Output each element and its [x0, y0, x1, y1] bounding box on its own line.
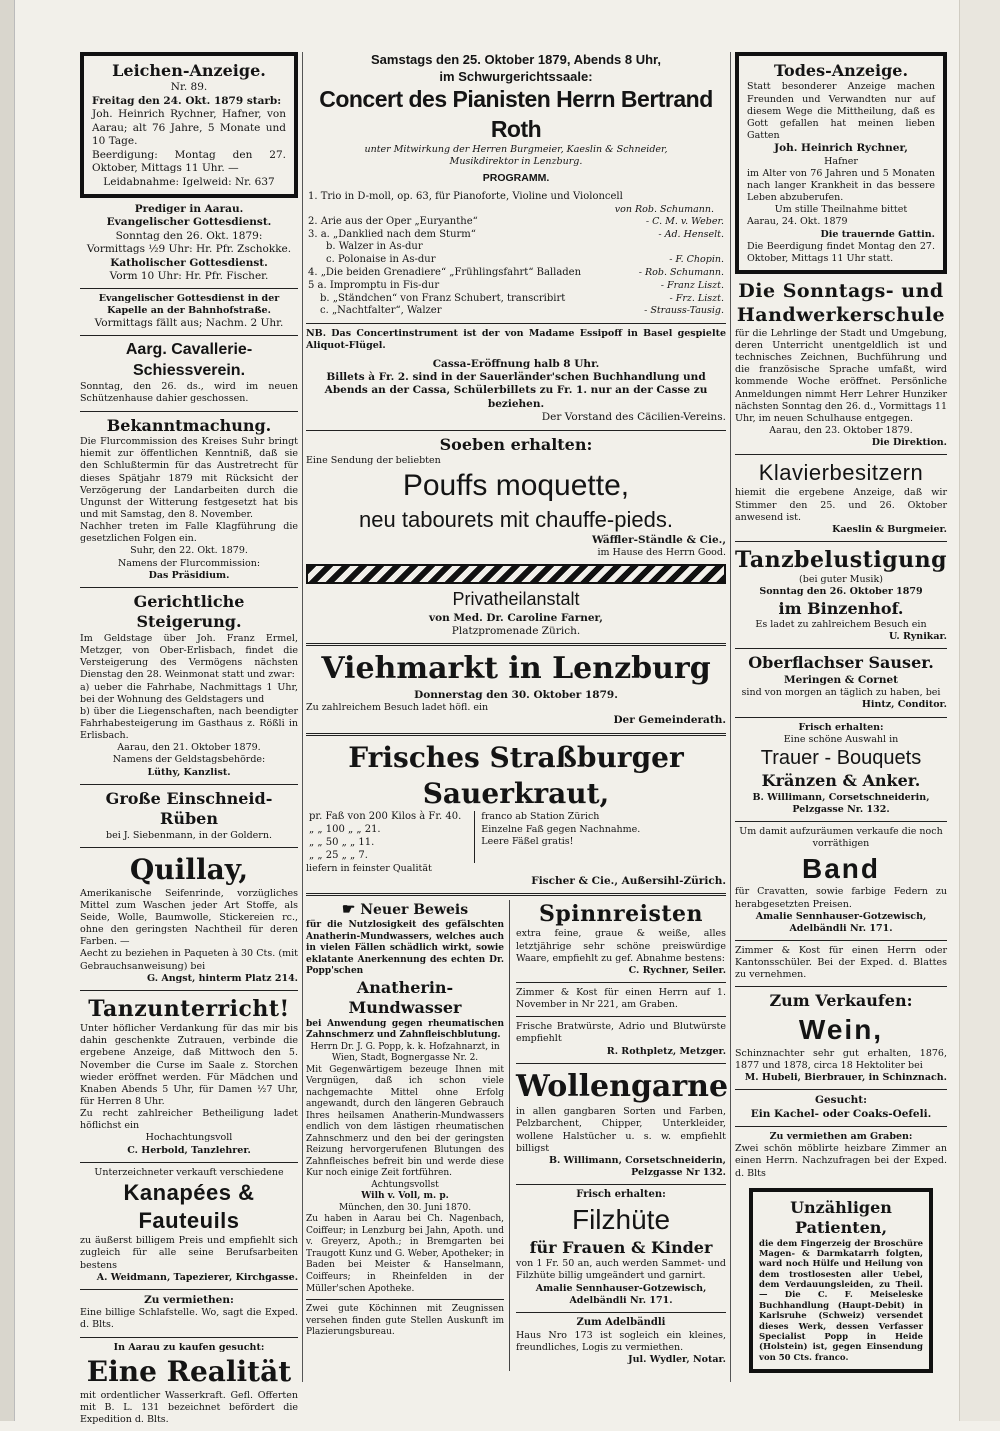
ad-text: sind von morgen an täglich zu haben, bei: [741, 687, 941, 699]
ad-text: mit ordentlicher Wasserkraft. Gefl. Offerten mit B. L. 131 bezeichnet befördert die Expedition d. Blts.: [80, 1389, 298, 1425]
ad-signature: Wilh v. Voll, m. p.: [361, 1191, 449, 1202]
gesucht-ad: [735, 1094, 947, 1121]
ad-title: Trauer - Bouquets: [760, 746, 922, 769]
ad-text: Im Geldstage über Joh. Franz Ermel, Metzger, von Ober-Erlisbach, findet die Versteigerung des Vermögens nächsten Dienstag den 28. Weinmonat statt und zwar:: [80, 632, 298, 681]
wein-ad: [735, 991, 947, 1084]
ad-title: Bekanntmachung.: [106, 415, 272, 435]
bekanntmachung-ad: [80, 416, 298, 582]
ad-subtitle: Evangelischer Gottesdienst.: [106, 216, 272, 229]
ad-headline: Wein,: [798, 1013, 884, 1045]
ad-text: Namens der Geldstagsbehörde:: [112, 754, 266, 766]
ad-text: Aecht zu beziehen in Paqueten à 30 Cts. (mit Gebrauchsanweisung) bei: [80, 948, 298, 972]
ad-title: Kanapées & Fauteuils: [123, 1179, 255, 1234]
filzhuete-ad: [516, 1189, 726, 1307]
ad-text: Evangelischer Gottesdienst in der Kapelle an der Bahnhofstraße.: [98, 292, 280, 316]
ad-text: Nachher treten im Falle Klagführung die gesetzlichen Folgen ein.: [80, 521, 298, 545]
ad-text: Eine billige Schlafstelle. Wo, sagt die Exped. d. Blts.: [80, 1307, 298, 1331]
page-margin: [959, 0, 1000, 1421]
program-item: 3. a. „Danklied nach dem Sturm“ - Ad. Henselt.: [308, 228, 724, 240]
zimmer-ad: Zimmer & Kost für einen Herrn oder Kantonsschüler. Bei der Exped. d. Blattes zu vernehmen.: [735, 944, 947, 981]
vermieten-ad: [80, 1294, 298, 1332]
ad-text: Zu zahlreichem Besuch ladet höfl. ein: [306, 702, 489, 714]
todes-anzeige: [735, 52, 947, 274]
poufs-ad: [306, 435, 726, 560]
ad-signature: C. Rychner, Seiler.: [628, 964, 726, 976]
ad-text: von 1 Fr. 50 an, auch werden Sammet- und Filzhüte billig umgeändert und garnirt.: [516, 1258, 726, 1282]
mid-lower-split: [306, 900, 729, 1371]
ad-text: b) über die Liegenschaften, nach beendigter Fahrhabesteigerung im Gasthaus z. Rößli in Erlisbach.: [80, 705, 298, 742]
left-column: [80, 52, 298, 1431]
ad-text: Namens der Flurcommission:: [117, 557, 261, 569]
ad-text: Vorm 10 Uhr: Hr. Pfr. Fischer.: [109, 270, 269, 283]
ad-text: Achtungsvollst: [371, 1179, 439, 1190]
bratwurst-ad: [516, 1021, 726, 1057]
ad-text: Haus Nro 173 ist sogleich ein kleines, freundliches, Logis zu vermiethen.: [516, 1329, 726, 1353]
ad-signature: A. Weidmann, Tapezierer, Kirchgasse.: [96, 1271, 298, 1283]
ad-text: Platzpromenade Zürich.: [451, 624, 581, 637]
ad-title: Unzähligen: [790, 1197, 892, 1217]
ad-text: liefern in feinster Qualität: [306, 862, 432, 874]
ad-title: Privatheilanstalt: [452, 589, 580, 610]
ad-title: Band: [802, 852, 880, 884]
ad-signature: Lüthy, Kanzlist.: [147, 766, 231, 778]
mid-right-ads: [516, 900, 729, 1371]
ad-signature: Die Direktion.: [871, 437, 947, 449]
ad-text: Sonntag den 26. Oktober 1879: [759, 586, 923, 598]
patienten-ad: [749, 1188, 933, 1373]
ad-headline: Kränzen & Anker.: [761, 771, 921, 791]
ad-title: Frisches Straßburger Sauerkraut,: [348, 740, 684, 810]
ad-title: Aarg. Cavallerie-Schiessverein.: [125, 341, 253, 379]
ad-title: Todes-Anzeige.: [773, 61, 909, 80]
ad-title: Wollengarne: [516, 1068, 729, 1104]
ad-headline: Meringen & Cornet: [784, 673, 898, 686]
sauerkraut-prices: [306, 811, 726, 862]
realitaet-ad: [80, 1342, 298, 1426]
ad-text: Unter höflicher Verdankung für das mir bis dahin geschenkte Zutrauen, verbinde die ergebene Anzeige, daß Mittwoch den 5. November die Curse im Saale z. Storchen wieder eröffnet werden. Für Mädchen und Knaben Abends 5 Uhr, für Damen ½7 Uhr, für Herren 8 Uhr.: [80, 1023, 298, 1108]
tanzbelustigung-ad: [735, 546, 947, 643]
ad-title: Zum Adelbändli: [576, 1316, 666, 1328]
price-row: pr. Faß von 200 Kilos à Fr. 40.: [309, 811, 462, 823]
ad-text: Um stille Theilnahme bittet: [774, 204, 908, 216]
ad-text: Zu haben in Aarau bei Ch. Nagenbach, Coiffeur; in Lenzburg bei Jahn, Apoth. und v. Greyerz, Apoth.; in Bremgarten bei Traugott Kunz und G. Weber, Apotheker; in Baden bei Meister & Hanselmann, Coiffeurs; in Rheinfelden in der Müller'schen Apotheke.: [306, 1214, 504, 1294]
ad-headline: für Frauen & Kinder: [529, 1237, 713, 1257]
program-item: b. Walzer in As-dur: [326, 241, 423, 253]
ad-text: Eine schöne Auswahl in: [783, 733, 899, 745]
ad-text: Um damit aufzuräumen verkaufe die noch vorräthigen: [739, 826, 943, 850]
pointing-hand-icon: ☛: [341, 900, 356, 919]
ad-text: Ein Kachel- oder Coaks-Oefeli.: [750, 1107, 932, 1120]
trauer-ad: [735, 722, 947, 817]
program-item: 2. Arie aus der Oper „Euryanthe“ - C. M. v. Weber.: [308, 215, 724, 227]
ad-title: Viehmarkt in Lenzburg: [321, 651, 711, 687]
ad-text: Es ladet zu zahlreichem Besuch ein: [755, 619, 927, 630]
ad-title: Klavierbesitzern: [758, 460, 924, 486]
price-row: „ „ 100 „ „ 21.: [309, 824, 381, 836]
ad-signature: Wäffler-Ständle & Cie.,: [592, 533, 726, 546]
zimmer-ad: Zimmer & Kost für einen Herrn auf 1. November in Nr 221, am Graben.: [516, 987, 726, 1011]
ad-text: Hochachtungsvoll: [145, 1132, 233, 1144]
ad-text: Cassa-Eröffnung halb 8 Uhr.: [432, 357, 600, 370]
ad-signature: Die trauernde Gattin.: [820, 228, 935, 240]
ad-title: Filzhüte: [571, 1203, 671, 1235]
ad-signature: Amalie Sennhauser-Gotzewisch, Adelbändli Nr. 171.: [755, 910, 927, 934]
kanapees-ad: [80, 1167, 298, 1284]
ad-text: (bei guter Musik): [799, 574, 883, 586]
ad-title: Tanzunterricht!: [88, 995, 290, 1022]
ad-text: Unterzeichneter verkauft verschiedene: [94, 1166, 284, 1178]
ad-title: Leichen-Anzeige.: [112, 61, 266, 80]
program-item: von Rob. Schumann.: [614, 203, 714, 215]
ad-text: Zu recht zahlreicher Betheiligung ladet höflichst ein: [80, 1108, 298, 1132]
ad-signature: M. Hubeli, Bierbrauer, in Schinznach.: [744, 1072, 947, 1084]
ad-signature: Amalie Sennhauser-Gotzewisch, Adelbändli Nr. 171.: [535, 1282, 707, 1306]
steigerung-ad: [80, 592, 298, 779]
klavier-ad: [735, 459, 947, 536]
page-binding-edge: [0, 0, 15, 1421]
ad-text: Frisch erhalten:: [798, 721, 884, 733]
nb-note: NB. Das Concertinstrument ist der von Madame Essipoff in Basel gespielte Aliquot-Flügel.: [306, 328, 726, 352]
ad-text: Die Beerdigung findet Montag den 27. Oktober, Mittags 11 Uhr statt.: [747, 240, 935, 264]
ad-text: Suhr, den 22. Okt. 1879.: [130, 545, 248, 557]
ad-text: Freitag den 24. Okt. 1879 starb:: [92, 94, 282, 107]
concert-ad: [306, 52, 726, 186]
tanzunterricht-ad: [80, 995, 298, 1157]
ad-text: im Alter von 76 Jahren und 5 Monaten nach langer Krankheit in das bessere Leben abzuberufen.: [747, 167, 935, 204]
ad-text: Sonntag, den 26. ds., wird im neuen Schützenhause dahier geschossen.: [80, 381, 298, 405]
ad-title: Tanzbelustigung: [735, 547, 947, 574]
ad-text: für Cravatten, sowie farbige Federn zu herabgesetzten Preisen.: [735, 886, 947, 910]
ad-title: Gesucht:: [815, 1094, 867, 1107]
ad-text: Nr. 89.: [170, 81, 208, 94]
middle-column: [306, 52, 729, 1371]
ad-text: Einzelne Faß gegen Nachnahme.: [481, 823, 641, 835]
ad-signature: Fischer & Cie., Außersihl-Zürich.: [531, 874, 726, 887]
ad-text: franco ab Station Zürich: [481, 811, 600, 823]
ad-title: Eine Realität: [86, 1354, 292, 1388]
ad-text: In Aarau zu kaufen gesucht:: [113, 1341, 265, 1353]
programm-title: PROGRAMM.: [482, 172, 550, 185]
ad-text: Vormittags fällt aus; Nachm. 2 Uhr.: [94, 316, 284, 329]
ad-text: Eine Sendung der beliebten: [306, 455, 441, 467]
ad-title: Zu vermiethen am Graben:: [769, 1131, 913, 1143]
ad-text: Sonntag den 26. Okt. 1879:: [115, 229, 263, 242]
ad-signature: B. Willimann, Corsetschneiderin, Pelzgasse Nr. 132.: [752, 791, 930, 816]
ad-text: Samstags den 25. Oktober 1879, Abends 8 Uhr,: [371, 52, 661, 67]
ad-text: für die Nutzlosigkeit des gefälschten Anatherin-Mundwassers, welches auch in vielen Fällen schädlich wirkt, sowie eklatante Anerkennung des echten Dr. Popp'schen: [306, 920, 504, 977]
cavallerie-ad: [80, 340, 298, 405]
ad-text: Mit Gegenwärtigem bezeuge Ihnen mit Vergnügen, daß ich schon viele nachgemachte Mittel ohne Erfolg angewandt, durch den längeren Gebrauch Ihres heilsamen Anatherin-Mundwassers endlich von dem lästigen rheumatischen Zahnschmerz und den bei der geringsten Reizung hervorgerufenen Blutungen des Zahnfleisches befreit bin und werde diese Kur noch einige Zeit fortführen.: [306, 1064, 504, 1179]
band-ad: [735, 826, 947, 935]
ad-name: Joh. Heinrich Rychner,: [774, 142, 908, 155]
program-item: 4. „Die beiden Grenadiere“ „Frühlingsfahrt“ Balladen - Rob. Schumann.: [308, 267, 724, 279]
ad-text: Aarau, den 21. Oktober 1879.: [117, 742, 261, 754]
ad-signature: C. Herbold, Tanzlehrer.: [127, 1144, 251, 1156]
ad-text: in allen gangbaren Sorten und Farben, Pelzbarchent, Chipper, Unterkleider, wollene Halstücher u. s. w. empfiehlt billigst: [516, 1106, 726, 1154]
ad-signature: Hintz, Conditor.: [861, 699, 947, 711]
sauerkraut-ad: [306, 740, 726, 888]
vermieten-graben-ad: [735, 1131, 947, 1180]
ad-text: Frisch erhalten:: [576, 1189, 666, 1201]
ad-text: Amerikanische Seifenrinde, vorzügliches Mittel zum Waschen jeder Art Stoffe, als Seide, Wolle, Baumwolle, Stickereien rc., ohne den geringsten Nachtheil für deren Farben. —: [80, 887, 298, 948]
column-rule: [730, 52, 731, 1382]
ad-text: Schinznachter sehr gut erhalten, 1876, 1877 und 1878, circa 18 Hektoliter bei: [735, 1047, 947, 1071]
ad-text: zu äußerst billigem Preis und empfiehlt sich zugleich für alle seine Berufsarbeiten bestens: [80, 1235, 298, 1271]
ad-text: a) ueber die Fahrhabe, Nachmittags 1 Uhr, bei der Wohnung des Geldstagers und: [80, 681, 298, 705]
ad-subtitle: Katholischer Gottesdienst.: [110, 256, 268, 269]
price-row: „ „ 50 „ „ 11.: [309, 837, 375, 849]
program-item: c. Polonaise in As-dur - F. Chopin.: [326, 254, 724, 266]
ad-signature: Der Gemeinderath.: [613, 714, 726, 727]
ad-signature: Der Vorstand des Cäcilien-Vereins.: [541, 411, 726, 424]
program-item: b. „Ständchen“ von Franz Schubert, transcribirt - Frz. Liszt.: [320, 292, 724, 304]
rueben-ad: [80, 789, 298, 842]
ad-title: Zum Verkaufen:: [769, 991, 913, 1011]
ad-text: Frische Bratwürste, Adrio und Blutwürste empfiehlt: [516, 1021, 726, 1045]
ad-title: Soeben erhalten:: [439, 434, 593, 454]
ad-text: Statt besonderer Anzeige machen Freunden und Verwandten nur auf diesem Wege die Mittheilung, daß es Gott gefallen hat meinen lieben Gatten: [747, 81, 935, 142]
ad-text: für die Lehrlinge der Stadt und Umgebung, deren Unterricht unentgeldlich ist und technisches Zeichnen, Buchführung und die französische Sprache umfaßt, wird kommende Woche eröffnet. Persönliche Anmeldungen nimmt Herr Lehrer Hunziker nächsten Sonntag den 26. d., Vormittags 11 Uhr, im neuen Schulhause entgegen.: [735, 327, 947, 424]
ad-signature: R. Rothpletz, Metzger.: [606, 1045, 726, 1057]
ad-text: die dem Fingerzeig der Broschüre Magen- & Darmkatarrh folgten, ward noch Hülfe und Heilung von dem trostlosesten aller Uebel, dem Verdauungsleiden, zu Theil. — Die C. F. Meiseleske Buchhandlung (Haupt-Debit) in Karlsruhe (Schweiz) versendet dieses Werk, dessen Verfasser Specialist Popp in Heide (Holstein) ist, gegen Einsendung von 50 Cts. franco.: [759, 1238, 923, 1363]
ad-title: Spinnreisten: [538, 901, 704, 928]
viehmarkt-ad: [306, 650, 726, 727]
ad-title: Gerichtliche Steigerung.: [133, 591, 245, 632]
adelbaendli-ad: [516, 1317, 726, 1366]
ad-text: Hafner: [824, 155, 858, 167]
ad-text: Vormittags ½9 Uhr: Hr. Pfr. Zschokke.: [86, 243, 292, 256]
ad-text: Joh. Heinrich Rychner, Hafner, von Aarau; alt 76 Jahre, 5 Monate und 10 Tage.: [92, 108, 286, 148]
prediger-ad: [80, 203, 298, 330]
ad-headline: neu tabourets mit chauffe-pieds.: [359, 506, 673, 532]
ad-text: Leidabnahme: Igelweid: Nr. 637: [103, 175, 275, 188]
ad-text: hiemit die ergebene Anzeige, daß wir Stimmer den 25. und 26. Oktober anwesend ist.: [735, 487, 947, 523]
ad-title: Große Einschneid-Rüben: [105, 788, 273, 829]
ad-text: München, den 30. Juni 1870.: [338, 1202, 472, 1213]
ad-signature: Das Präsidium.: [148, 569, 230, 581]
ad-headline: im Binzenhof.: [778, 598, 904, 618]
sonntagsschule-ad: [735, 279, 947, 449]
ad-title: Zu vermiethen:: [144, 1293, 234, 1306]
ad-title: Die Sonntags- und Handwerkerschule: [736, 280, 946, 327]
ad-text: Leere Fäßel gratis!: [481, 835, 574, 847]
ad-signature: G. Angst, hinterm Platz 214.: [146, 972, 298, 984]
ad-text: unter Mitwirkung der Herren Burgmeier, Kaeslin & Schneider, Musikdirektor in Lenzburg.: [364, 144, 668, 168]
spinnreisten-ad: [516, 900, 726, 977]
ad-text: Herrn Dr. J. G. Popp, k. k. Hofzahnarzt, in Wien, Stadt, Bognergasse Nr. 2.: [310, 1041, 500, 1064]
ad-text: Aarau, den 23. Oktober 1879.: [769, 424, 913, 436]
sauser-ad: [735, 653, 947, 711]
ad-signature: B. Willimann, Corsetschneiderin, Pelzgasse Nr 132.: [548, 1154, 726, 1178]
ad-title: Neuer Beweis: [360, 902, 469, 919]
quillay-ad: [80, 852, 298, 985]
ad-headline: Anatherin-Mundwasser: [348, 977, 462, 1018]
ad-text: Die Flurcommission des Kreises Suhr bringt hiemit zur öffentlichen Kenntniß, daß sie den Schlußtermin für das Austretrecht für dieses Spätjahr 1879 mit Rücksicht der Verzögerung der Landarbeiten durch die Ungunst der Witterung festgesetzt hat bis und mit Samstag, den 8. November.: [80, 436, 298, 520]
price-table: [306, 811, 464, 862]
ad-signature: U. Rynikar.: [889, 631, 947, 643]
leichen-anzeige: [80, 52, 298, 198]
ad-signature: Kaeslin & Burgmeier.: [832, 523, 947, 535]
ad-title: Quillay,: [129, 852, 249, 886]
price-row: „ „ 25 „ „ 7.: [309, 849, 368, 861]
ad-text: Aarau, 24. Okt. 1879: [747, 216, 848, 228]
popp-ad: [306, 900, 510, 1371]
program-item: 1. Trio in D-moll, op. 63, für Pianoforte, Violine und Violoncell: [308, 190, 623, 202]
wollengarne-ad: [516, 1068, 729, 1179]
ad-headline: Pouffs moquette,: [402, 469, 630, 503]
koechinnen-ad: Zwei gute Köchinnen mit Zeugnissen versehen finden gute Stellen Auskunft im Plazierungsbureau.: [306, 1304, 504, 1338]
ad-text: Beerdigung: Montag den 27. Oktober, Mittags 11 Uhr. —: [92, 148, 286, 175]
ad-text: Donnerstag den 30. Oktober 1879.: [414, 688, 618, 701]
ad-title: Prediger in Aarau.: [134, 202, 244, 215]
ad-text: Billets à Fr. 2. sind in der Sauerländer'schen Buchhandlung und Abends an der Cassa, Schülerbillets zu Fr. 1. nur an der Casse zu beziehen.: [324, 370, 708, 410]
ad-signature: Jul. Wydler, Notar.: [628, 1353, 726, 1365]
program-item: 5 a. Impromptu in Fis-dur - Franz Liszt.: [308, 279, 724, 291]
ad-title: Concert des Pianisten Herrn Bertrand Roth: [319, 86, 713, 142]
right-column: [735, 52, 947, 1373]
cassa-ad: [306, 358, 726, 425]
ad-text: im Hause des Herrn Good.: [597, 547, 726, 559]
ad-title: Oberflachser Sauser.: [748, 653, 934, 673]
ad-text: bei J. Siebenmann, in der Goldern.: [106, 829, 272, 841]
ad-text: Zwei schön möblirte heizbare Zimmer an einen Herrn. Nachzufragen bei der Exped. d. Blts: [735, 1143, 947, 1179]
ad-title: Patienten,: [794, 1218, 888, 1238]
program-item: c. „Nachtfalter“, Walzer - Strauss-Tausig.: [320, 305, 724, 317]
programm-list: [306, 191, 726, 318]
column-rule: [302, 52, 303, 1382]
ad-text: bei Anwendung gegen rheumatischen Zahnschmerz und Zahnfleischblutung.: [306, 1018, 504, 1041]
ad-text: im Schwurgerichtssaale:: [439, 68, 593, 84]
ad-text: von Med. Dr. Caroline Farner,: [429, 611, 603, 624]
ornamental-border: [306, 564, 726, 584]
ad-text: extra feine, graue & weiße, alles letztjährige sehr schöne preiswürdige Waare, empfiehlt zu gef. Abnahme bestens:: [516, 928, 726, 964]
privatheilanstalt-ad: [306, 588, 726, 638]
